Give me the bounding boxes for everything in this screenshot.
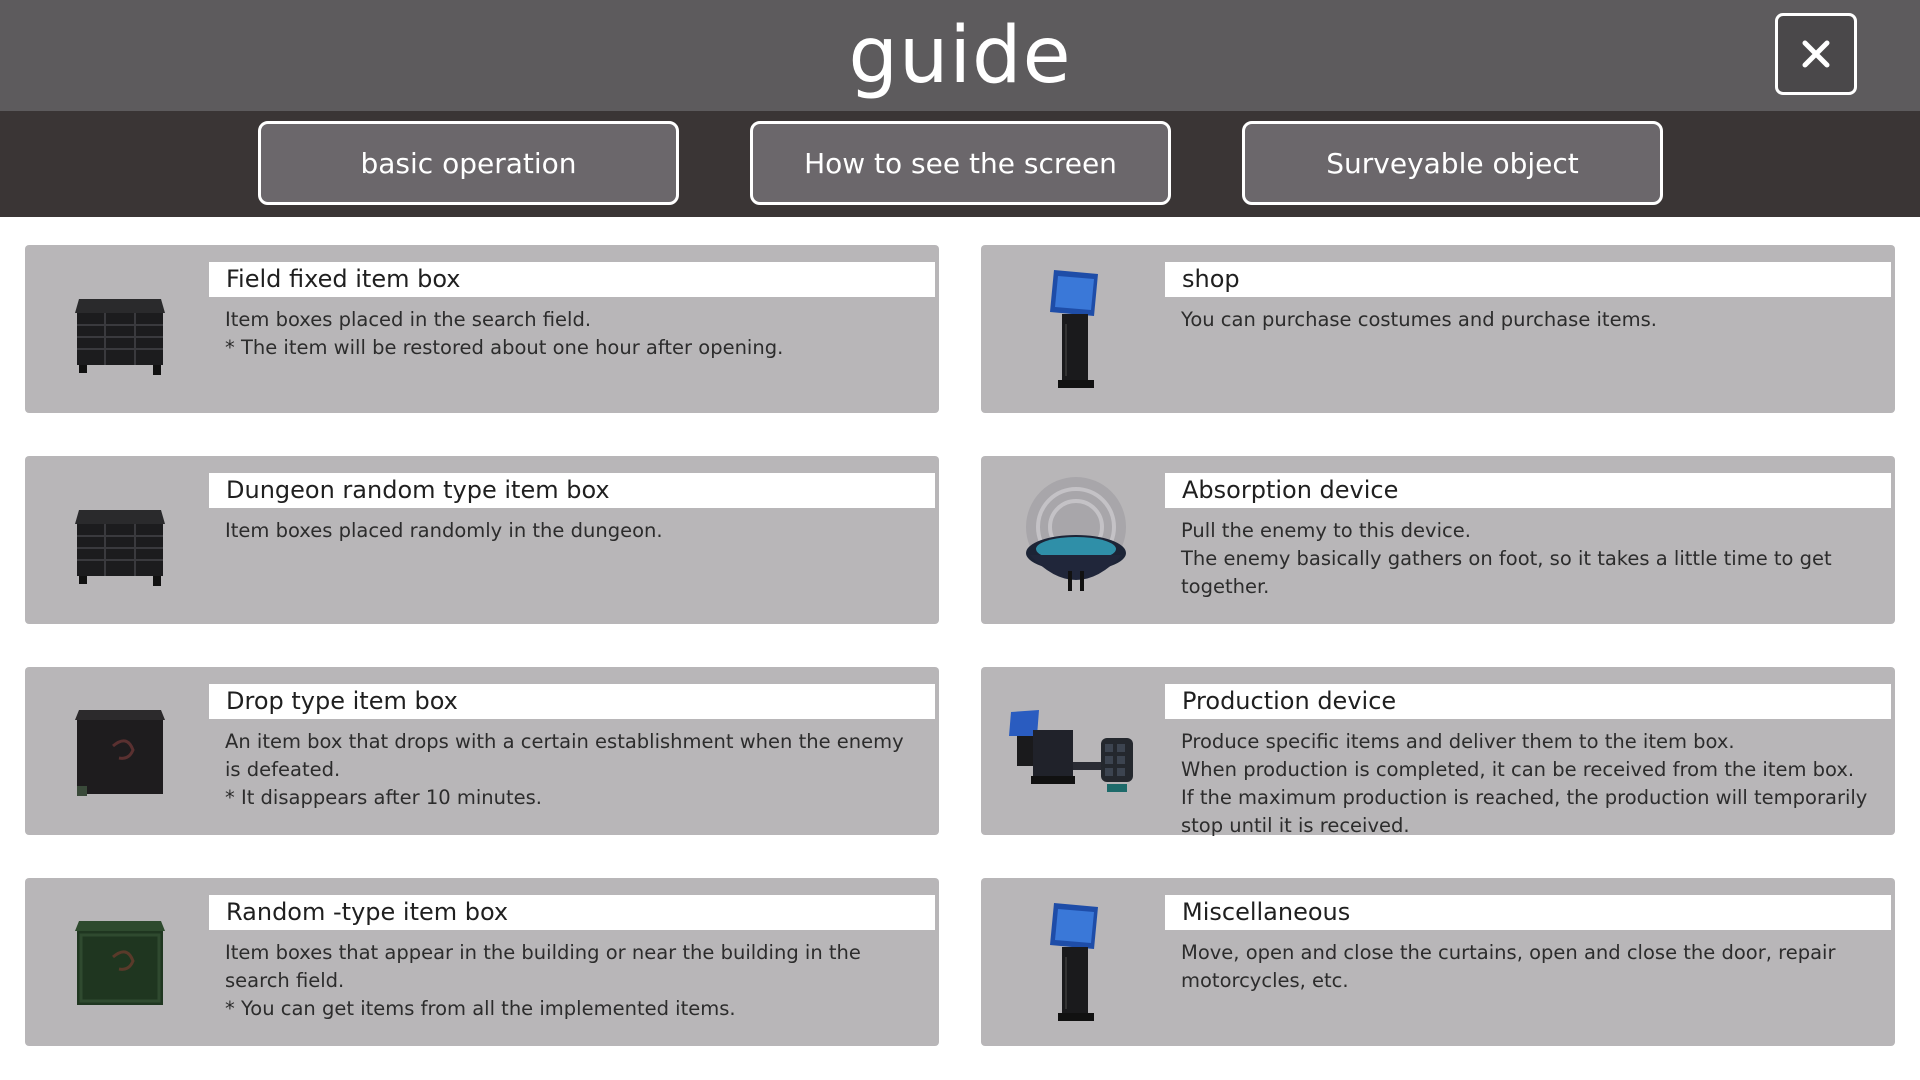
guide-card-shop	[981, 245, 1895, 413]
page-title: guide	[848, 11, 1072, 101]
green-box-icon	[55, 896, 185, 1028]
guide-card-dungeon-random-item-box	[25, 456, 939, 624]
close-icon	[1801, 39, 1831, 69]
card-description-line: Pull the enemy to this device.	[1181, 519, 1471, 542]
guide-card-production-device	[981, 667, 1895, 835]
card-description-line: The enemy basically gathers on foot, so it takes a little time to get together.	[1181, 547, 1832, 598]
guide-card-absorption-device	[981, 456, 1895, 624]
card-description-line: * The item will be restored about one hour after opening.	[225, 336, 784, 359]
card-description-line: Produce specific items and deliver them to the item box.	[1181, 730, 1735, 753]
tab-basic-operation[interactable]: basic operation	[258, 121, 679, 205]
card-title: Field fixed item box	[209, 262, 935, 297]
black-crate-icon	[55, 263, 185, 395]
tab-surveyable-object[interactable]: Surveyable object	[1242, 121, 1663, 205]
header-bar	[0, 0, 1920, 111]
shop-terminal-icon	[1011, 896, 1141, 1028]
card-title: Production device	[1165, 684, 1891, 719]
card-description-line: You can purchase costumes and purchase items.	[1181, 308, 1657, 331]
drop-box-icon	[55, 685, 185, 817]
guide-card-field-fixed-item-box	[25, 245, 939, 413]
guide-card-miscellaneous	[981, 878, 1895, 1046]
card-description	[1181, 517, 1881, 601]
card-title: Dungeon random type item box	[209, 473, 935, 508]
card-description-line: If the maximum production is reached, the production will temporarily stop until it is received.	[1181, 786, 1868, 837]
guide-card-drop-type-item-box	[25, 667, 939, 835]
black-crate-icon	[55, 474, 185, 606]
card-title: Miscellaneous	[1165, 895, 1891, 930]
card-description	[225, 517, 925, 545]
card-description-line: * It disappears after 10 minutes.	[225, 786, 542, 809]
card-title: shop	[1165, 262, 1891, 297]
card-description	[1181, 306, 1881, 334]
card-title: Absorption device	[1165, 473, 1891, 508]
card-title: Random -type item box	[209, 895, 935, 930]
card-description-line: An item box that drops with a certain establishment when the enemy is defeated.	[225, 730, 904, 781]
tab-how-to-see-screen[interactable]: How to see the screen	[750, 121, 1171, 205]
card-description-line: Item boxes that appear in the building or near the building in the search field.	[225, 941, 861, 992]
card-description	[1181, 728, 1881, 840]
production-device-icon	[1003, 685, 1143, 817]
absorption-device-icon	[1011, 474, 1141, 606]
card-title: Drop type item box	[209, 684, 935, 719]
card-description	[225, 728, 925, 812]
card-description-line: When production is completed, it can be received from the item box.	[1181, 758, 1855, 781]
tab-bar	[0, 111, 1920, 217]
card-description	[225, 306, 925, 362]
shop-terminal-icon	[1011, 263, 1141, 395]
card-description-line: Item boxes placed randomly in the dungeon.	[225, 519, 663, 542]
card-description-line: Item boxes placed in the search field.	[225, 308, 592, 331]
guide-card-random-type-item-box	[25, 878, 939, 1046]
close-button[interactable]	[1775, 13, 1857, 95]
card-description-line: Move, open and close the curtains, open and close the door, repair motorcycles, etc.	[1181, 941, 1836, 992]
card-description-line: * You can get items from all the implemented items.	[225, 997, 736, 1020]
card-description	[1181, 939, 1881, 995]
card-description	[225, 939, 925, 1023]
